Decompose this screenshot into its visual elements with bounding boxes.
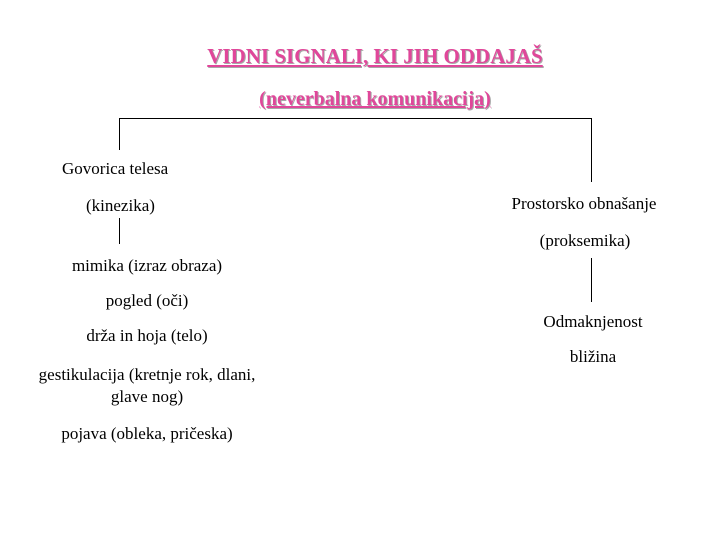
left-branch-item: drža in hoja (telo)	[86, 326, 208, 345]
diagram-subtitle: (neverbalna komunikacija)	[259, 88, 491, 110]
left-branch-item-continuation: glave nog)	[110, 387, 184, 406]
right-branch-item: Odmaknjenost	[543, 312, 643, 331]
left-branch-item: pogled (oči)	[105, 291, 189, 310]
left-branch-item: mimika (izraz obraza)	[71, 256, 223, 275]
diagram-title: VIDNI SIGNALI, KI JIH ODDAJAŠ	[207, 44, 543, 68]
right-branch-term: (proksemika)	[539, 231, 631, 250]
left-branch-item: gestikulacija (kretnje rok, dlani,	[38, 365, 256, 384]
left-branch-connector	[119, 118, 120, 150]
right-branch-connector	[591, 118, 592, 182]
left-subtree-connector	[119, 218, 120, 244]
right-branch-item: bližina	[569, 347, 617, 366]
left-branch-heading: Govorica telesa	[62, 159, 169, 178]
left-branch-term: (kinezika)	[86, 196, 155, 215]
right-branch-heading: Prostorsko obnašanje	[511, 194, 657, 213]
branch-connector-horizontal	[119, 118, 592, 119]
right-subtree-connector	[591, 258, 592, 302]
left-branch-item: pojava (obleka, pričeska)	[61, 424, 233, 443]
